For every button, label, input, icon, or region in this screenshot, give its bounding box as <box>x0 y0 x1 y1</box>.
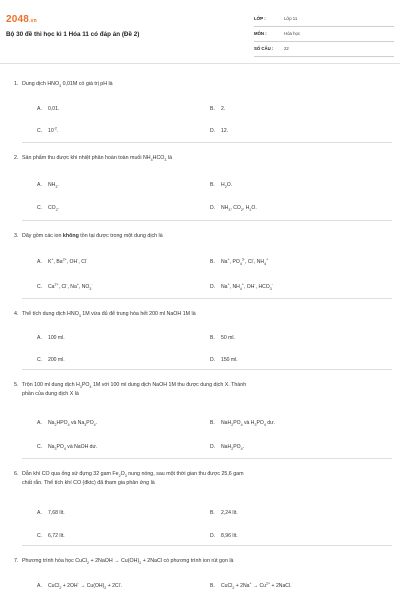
answer-option[interactable] <box>210 181 232 189</box>
meta-row-count <box>254 44 394 57</box>
option-key: D. <box>210 284 216 290</box>
option-key: D. <box>210 444 216 450</box>
question-text: Dãy gồm các ion không tồn tại được trong một dung dịch là <box>22 233 163 239</box>
question-number: 7. <box>14 558 19 564</box>
answer-option[interactable] <box>37 127 58 135</box>
option-text: 8,96 lít. <box>221 533 238 539</box>
option-key: B. <box>210 510 215 516</box>
question-text: Sản phẩm thu được khi nhiệt phân hoàn toàn muối $NH_4HCO_3$ là <box>22 155 173 163</box>
option-text: 12. <box>221 128 229 134</box>
question-stem <box>14 470 244 488</box>
question-number: 6. <box>14 471 19 477</box>
option-text: $NH_3$, $CO_2$, $H_2O$. <box>221 205 257 213</box>
meta-value: Lớp 11 <box>284 16 298 21</box>
question-stem <box>14 80 113 89</box>
option-text: $H_2O$. <box>221 182 233 190</box>
answer-option[interactable] <box>37 258 87 266</box>
logo-text: 2048 <box>6 14 30 25</box>
meta-row-subject <box>254 29 394 42</box>
logo-tld: .vn <box>29 18 37 24</box>
question-stem <box>14 310 196 319</box>
option-key: B. <box>210 583 215 589</box>
site-logo[interactable] <box>6 14 37 25</box>
option-text: 6,72 lít. <box>48 533 65 539</box>
option-text: 7,68 lít. <box>48 510 65 516</box>
option-key: D. <box>210 205 216 211</box>
question-text: Phương trình hóa học CuCl$_2$ + 2NaOH → $Cu(OH)_2$ + 2NaCl có phương trình ion rút gọn là <box>22 558 234 566</box>
option-text: 2. <box>221 106 226 112</box>
question-stem <box>14 232 163 241</box>
question-stem <box>14 154 173 163</box>
meta-info <box>254 14 394 59</box>
answer-option[interactable] <box>37 509 65 517</box>
answer-option[interactable] <box>37 204 59 212</box>
answer-option[interactable] <box>210 127 228 135</box>
option-key: A. <box>37 106 42 112</box>
answer-option[interactable] <box>37 356 65 364</box>
option-text: 2,24 lít. <box>221 510 238 516</box>
question-stem <box>14 381 247 399</box>
option-key: C. <box>37 357 43 363</box>
option-key: A. <box>37 335 42 341</box>
meta-label: MÔN : <box>254 31 267 36</box>
option-text: CuCl$_2$ + $2OH^- \to Cu(OH)_2 + 2Cl^-$. <box>48 581 123 591</box>
option-text: $NaH_2PO_4$. <box>221 444 244 452</box>
answer-option[interactable] <box>210 105 225 113</box>
document-title: Bộ 30 đề thi học kì 1 Hóa 11 có đáp án (Đề 2) <box>6 31 140 38</box>
answer-option[interactable] <box>210 582 292 590</box>
question-divider <box>22 545 392 546</box>
option-text: 100 ml. <box>48 335 65 341</box>
answer-option[interactable] <box>37 334 65 342</box>
question-text: Thể tích dung dịch $HNO_3$ 1M vừa đủ để trung hòa hết 200 ml NaOH 1M là <box>22 311 196 319</box>
question-stem <box>14 557 234 566</box>
answer-option[interactable] <box>37 283 93 291</box>
option-key: B. <box>210 106 215 112</box>
question-text: Dẫn khí CO qua ống sứ đựng 32 gam $Fe_2O_3$ nung nóng, sau một thời gian thu được 25,6 gam chất rắn. Thể tích khí CO (đktc) đã tham gia phản ứng là <box>22 471 244 486</box>
answer-option[interactable] <box>37 582 122 590</box>
question-number: 1. <box>14 81 19 87</box>
option-key: A. <box>37 510 42 516</box>
answer-option[interactable] <box>210 443 244 451</box>
option-text: $Na_3PO_4$ và NaOH dư. <box>48 444 98 452</box>
option-text: $NH_3$. <box>48 182 59 190</box>
question-divider <box>22 220 392 221</box>
option-key: D. <box>210 357 216 363</box>
option-key: B. <box>210 259 215 265</box>
header <box>0 0 400 58</box>
question-text: Dung dịch $HNO_3$ 0,01M có giá trị pH là <box>22 81 113 89</box>
meta-value: 22 <box>284 46 289 51</box>
meta-value: Hóa học <box>284 31 301 36</box>
question-number: 5. <box>14 382 19 388</box>
option-key: C. <box>37 533 43 539</box>
option-key: B. <box>210 335 215 341</box>
option-text: $10^{-2}$. <box>48 126 59 134</box>
question-divider <box>22 458 392 459</box>
header-divider <box>0 63 400 64</box>
meta-row-class <box>254 14 394 27</box>
answer-option[interactable] <box>37 105 59 113</box>
option-key: C. <box>37 205 43 211</box>
option-key: D. <box>210 128 216 134</box>
option-key: C. <box>37 284 43 290</box>
option-key: C. <box>37 444 43 450</box>
option-key: A. <box>37 259 42 265</box>
answer-option[interactable] <box>210 204 257 212</box>
option-text: CuCl$_2$ + $2Na^+ \to Cu^{2+}$ + 2NaCl. <box>221 581 292 591</box>
answer-option[interactable] <box>210 334 235 342</box>
option-text: $CO_2$. <box>48 205 60 213</box>
question-divider <box>22 142 392 143</box>
meta-label: LỚP : <box>254 16 266 21</box>
option-key: C. <box>37 128 43 134</box>
question-divider <box>22 298 392 299</box>
question-text: Trộn 100 ml dung dịch $H_3PO_4$ 1M với 100 ml dung dịch NaOH 1M thu được dung dịch X. Thành phần của dung dịch X là <box>22 382 247 397</box>
answer-option[interactable] <box>210 258 268 266</box>
answer-option[interactable] <box>37 181 59 189</box>
option-text: 50 ml. <box>221 335 235 341</box>
answer-option[interactable] <box>210 532 238 540</box>
option-text: 0,01. <box>48 106 60 112</box>
answer-option[interactable] <box>210 283 273 291</box>
answer-option[interactable] <box>210 419 275 427</box>
option-key: A. <box>37 583 42 589</box>
answer-option[interactable] <box>37 532 65 540</box>
answer-option[interactable] <box>210 509 238 517</box>
option-key: B. <box>210 182 215 188</box>
option-key: A. <box>37 420 42 426</box>
question-number: 3. <box>14 233 19 239</box>
answer-option[interactable] <box>37 419 97 427</box>
option-text: Na+, $PO_4^{3-}$, Cl-, $NH_4^+$ <box>221 257 269 267</box>
option-text: $Na_2HPO_4$ và $Na_3PO_4$. <box>48 420 98 428</box>
answer-option[interactable] <box>37 443 97 451</box>
option-text: 150 ml. <box>221 357 238 363</box>
meta-label: SỐ CÂU : <box>254 46 274 51</box>
option-text: $Ca^{2+}$, Cl-, Na+, $NO_3^-$ <box>48 282 93 292</box>
option-key: B. <box>210 420 215 426</box>
option-key: A. <box>37 182 42 188</box>
question-number: 2. <box>14 155 19 161</box>
option-text: K+, $Ba^{2+}$, OH-, Cl- <box>48 257 88 265</box>
option-text: 200 ml. <box>48 357 65 363</box>
option-text: $NaH_2PO_4$ và $H_3PO_4$ dư. <box>221 420 275 428</box>
option-text: Na+, $NH_4^+$, OH-, $HCO_3^-$ <box>221 282 273 292</box>
question-number: 4. <box>14 311 19 317</box>
answer-option[interactable] <box>210 356 238 364</box>
option-key: D. <box>210 533 216 539</box>
question-divider <box>22 369 392 370</box>
